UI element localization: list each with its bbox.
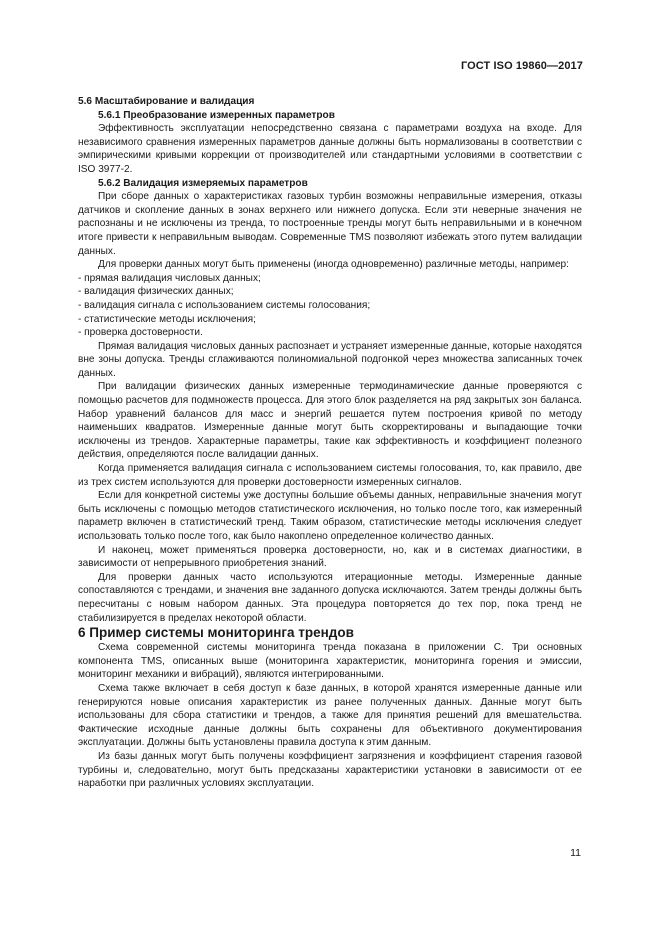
paragraph: Если для конкретной системы уже доступны большие объемы данных, неправильные значения могут быть исключены с помощью методов статистического исключения, но только после того, как измеренный параметр включен в статистический тренд. Таким образом, статистические методы исключения следует использовать только после того, как было накоплено определенное количество данных. (78, 490, 582, 542)
paragraph: Прямая валидация числовых данных распознает и устраняет измеренные данные, которые находятся вне зоны допуска. Тренды сглаживаются полиномиальной подгонкой через множества записанных точек данных. (78, 340, 582, 379)
section-6-title: 6 Пример системы мониторинга трендов (78, 625, 354, 641)
paragraph: При сборе данных о характеристиках газовых турбин возможны неправильные измерения, отказы датчиков и скопление данных в зонах верхнего или нижнего допуска. Если эти неверные значения не распознаны и не исключены из тренда, то построенные тренды могут быть неправильными и в конечном итоге привести к неправильным выводам. Современные TMS позволяют избежать этого путем валидации данных. (78, 191, 582, 257)
paragraph: И наконец, может применяться проверка достоверности, но, как и в системах диагностики, в зависимости от непрерывного приобретения знаний. (78, 544, 582, 570)
subsection-5-6-1-title: 5.6.1 Преобразование измеренных параметров (98, 109, 335, 121)
list-item: - валидация сигнала с использованием системы голосования; (78, 299, 371, 311)
list-item: - проверка достоверности. (78, 327, 203, 339)
paragraph: Когда применяется валидация сигнала с использованием системы голосования, то, как правило, две из трех систем используются для проверки достоверности измеренных сигналов. (78, 463, 582, 488)
paragraph: Схема современной системы мониторинга тренда показана в приложении С. Три основных компонента TMS, описанных выше (мониторинга характеристик, мониторинга горения и эмиссии, мониторинг механики и вибраций), являются интегрированными. (78, 642, 582, 681)
paragraph: Из базы данных могут быть получены коэффициент загрязнения и коэффициент старения газовой турбины и, следовательно, могут быть предсказаны характеристики установки в зависимости от ее наработки при различных условиях эксплуатации. (78, 750, 582, 790)
paragraph: При валидации физических данных измеренные термодинамические данные проверяются с помощью расчетов для подмножеств процесса. Для этого блок разделяется на ряд закрытых зон баланса. Набор уравнений балансов для масс и энергий решается путем построения кривой по методу наименьших квадратов. Измеренные данные могут быть скорректированы и выпадающие точки исключены из трендов. Характерные параметры, такие как эффективность и коэффициент полезного действия, определяются после валидации данных. (78, 381, 582, 461)
paragraph: Схема также включает в себя доступ к базе данных, в которой хранятся измеренные данные или генерируются новые описания характеристик из ранее полученных данных. Данные могут быть использованы для сбора статистики и трендов, а также для принятия решений для вмешательства. Фактические исходные данные должны быть сохранены для объективного документирования эксплуатации. Должны быть установлены правила доступа к этим данным. (78, 682, 582, 749)
list-item: - прямая валидация числовых данных; (78, 272, 261, 284)
list-item: - статистические методы исключения; (78, 313, 256, 325)
page-number: 11 (570, 847, 581, 859)
page-content (78, 95, 582, 791)
list-item: - валидация физических данных; (78, 286, 234, 298)
paragraph: Эффективность эксплуатации непосредственно связана с параметрами воздуха на входе. Для независимого сравнения измеренных параметров данные должны быть нормализованы в соответствии с эмпирическими кривыми коррекции от производителей или стандартными условиями в соответствии с ISO 3977-2. (78, 123, 582, 175)
paragraph: Для проверки данных могут быть применены (иногда одновременно) различные методы, например: (98, 259, 569, 271)
subsection-5-6-2-title: 5.6.2 Валидация измеряемых параметров (98, 177, 308, 189)
section-5-6-title: 5.6 Масштабирование и валидация (78, 96, 255, 107)
document-id: ГОСТ ISO 19860—2017 (460, 60, 583, 72)
paragraph: Для проверки данных часто используются итерационные методы. Измеренные данные сопоставляются с трендами, и значения вне заданного допуска исключаются. Затем тренды должны быть пересчитаны с новым набором данных. Эта процедура повторяется до тех пор, пока тренд не стабилизируется в пределах некоторой области. (78, 571, 582, 624)
